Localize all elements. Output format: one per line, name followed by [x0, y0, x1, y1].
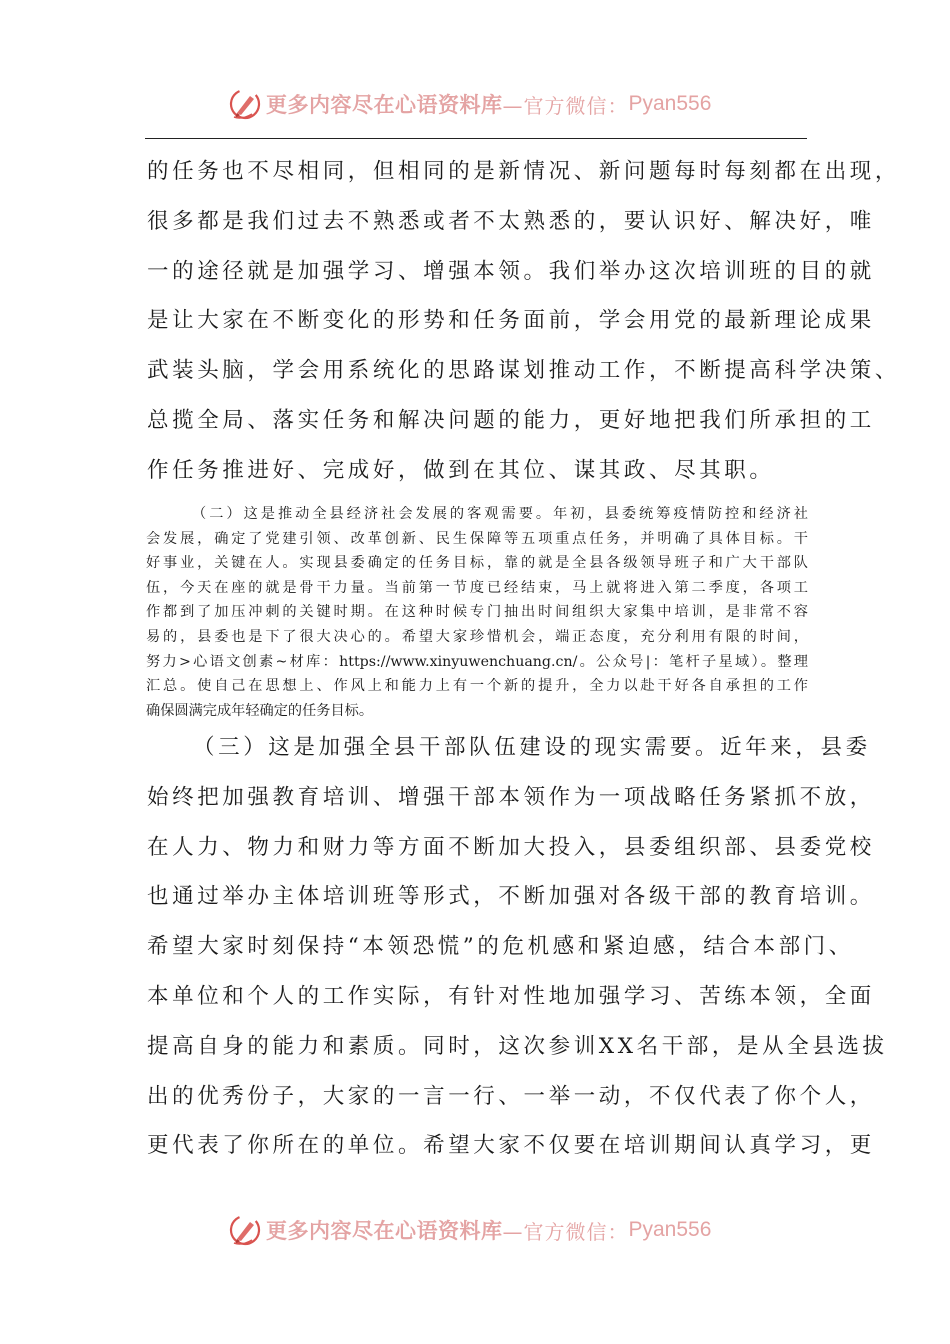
watermark-main-text: 更多内容尽在心语资料库	[266, 92, 503, 117]
watermark-label-text: —官方微信：	[502, 1219, 629, 1244]
text-line: 伍，今天在座的就是骨干力量。当前第一节度已经结束，马上就将进入第二季度，各项工	[146, 579, 808, 596]
text-line: 出的优秀份子，大家的一言一行、一举一动，不仅代表了你个人，	[147, 1083, 875, 1109]
header-rule	[145, 138, 807, 139]
text-line: 在人力、物力和财力等方面不断加大投入，县委组织部、县委党校	[147, 834, 875, 860]
text-line: 一的途径就是加强学习、增强本领。我们举办这次培训班的目的就	[147, 258, 875, 284]
text-line: 提高自身的能力和素质。同时，这次参训XX名干部，是从全县选拔	[147, 1033, 888, 1059]
text-line: 希望大家时刻保持“本领恐慌”的危机感和紧迫感，结合本部门、	[147, 934, 854, 960]
watermark-label-text: —官方微信：	[502, 93, 629, 118]
text-line: 的任务也不尽相同，但相同的是新情况、新问题每时每刻都在出现，	[147, 159, 901, 184]
text-line: 更代表了你所在的单位。希望大家不仅要在培训期间认真学习，更	[147, 1133, 875, 1159]
watermark-wechat-id: Pyan556	[628, 1218, 712, 1241]
pen-logo-icon	[228, 1213, 262, 1247]
text-line: 本单位和个人的工作实际，有针对性地加强学习、苦练本领，全面	[147, 983, 875, 1009]
text-line: 会发展，确定了党建引领、改革创新、民生保障等五项重点任务，并明确了具体目标。干	[146, 530, 808, 547]
watermark-main-text: 更多内容尽在心语资料库	[266, 1218, 503, 1243]
text-line: 也通过举办主体培训班等形式，不断加强对各级干部的教育培训。	[147, 884, 875, 910]
text-line: 努力>心语文创素~材库：https://www.xinyuwenchuang.cn/。公众号|：笔杆子星域）。整理	[146, 653, 808, 670]
text-line: 确保圆满完成年轻确定的任务目标。	[146, 702, 374, 719]
text-line: 作都到了加压冲刺的关键时期。在这种时候专门抽出时间组织大家集中培训，是非常不容	[146, 604, 808, 621]
text-line: 作任务推进好、完成好，做到在其位、谋其政、尽其职。	[147, 457, 775, 483]
text-line: 武装头脑，学会用系统化的思路谋划推动工作，不断提高科学决策、	[147, 358, 901, 384]
header-watermark	[0, 82, 950, 126]
text-line: 是让大家在不断变化的形势和任务面前，学会用党的最新理论成果	[147, 308, 875, 334]
paragraph-section-two	[146, 502, 808, 723]
text-line: 始终把加强教育培训、增强干部本领作为一项战略任务紧抓不放，	[147, 784, 875, 810]
text-line: （二）这是推动全县经济社会发展的客观需要。年初，县委统筹疫情防控和经济社	[192, 506, 808, 522]
text-line: 易的，县委也是下了很大决心的。希望大家珍惜机会，端正态度，充分利用有限的时间，	[146, 628, 808, 645]
text-line: 总揽全局、落实任务和解决问题的能力，更好地把我们所承担的工	[147, 407, 875, 433]
watermark-wechat-id: Pyan556	[628, 92, 712, 115]
footer-watermark	[0, 1208, 950, 1252]
paragraph-section-three	[147, 723, 888, 1171]
text-line: 很多都是我们过去不熟悉或者不太熟悉的，要认识好、解决好，唯	[147, 208, 875, 234]
paragraph-continuation	[147, 147, 901, 496]
pen-logo-icon	[228, 87, 262, 121]
text-line: 汇总。使自己在思想上、作风上和能力上有一个新的提升，全力以赴干好各自承担的工作	[146, 678, 808, 695]
text-line: （三）这是加强全县干部队伍建设的现实需要。近年来，县委	[193, 735, 871, 760]
text-line: 好事业，关键在人。实现县委确定的任务目标，靠的就是全县各级领导班子和广大干部队	[146, 555, 808, 572]
